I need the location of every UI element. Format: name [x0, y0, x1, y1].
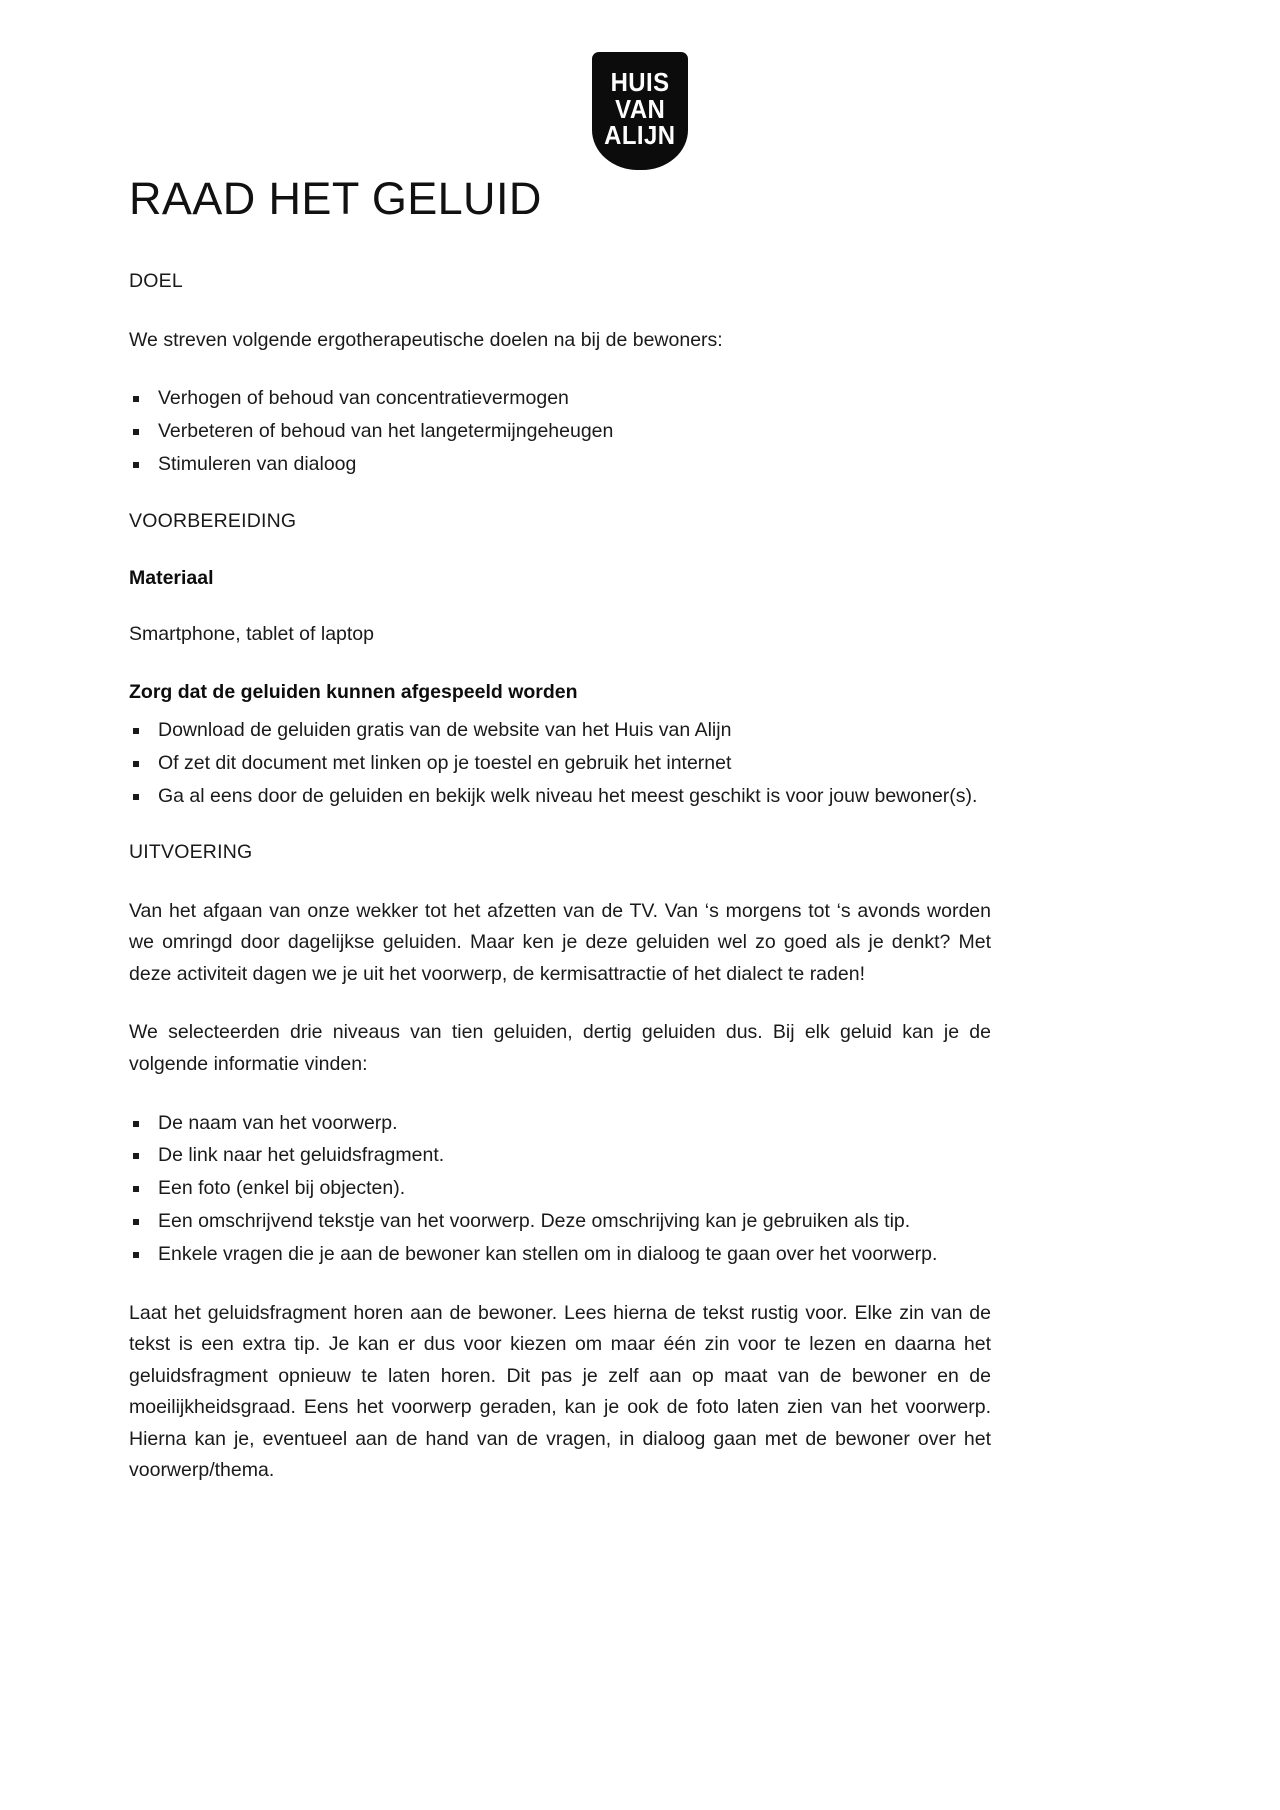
uitvoering-paragraph-1: Van het afgaan van onze wekker tot het afzetten van de TV. Van ‘s morgens tot ‘s avonds worden we omringd door dagelijkse geluiden. Maar ken je deze geluiden wel zo goed als je denkt? Met deze activiteit dagen we je uit het voorwerp, de kermisattractie of het dialect te raden!	[129, 899, 991, 985]
list-item: De link naar het geluidsfragment.	[129, 1140, 991, 1171]
list-item: Stimuleren van dialoog	[129, 449, 991, 480]
list-item: Een omschrijvend tekstje van het voorwerp. Deze omschrijving kan je gebruiken als tip.	[129, 1206, 991, 1237]
list-item: Verhogen of behoud van concentratievermogen	[129, 383, 991, 414]
section-heading-doel: DOEL	[129, 270, 183, 293]
section-heading-uitvoering: UITVOERING	[129, 841, 253, 864]
huis-van-alijn-shield-logo	[592, 52, 688, 170]
page-title: RAAD HET GELUID	[129, 173, 542, 224]
subheading-materiaal: Materiaal	[129, 566, 214, 589]
subheading-zorg-geluiden: Zorg dat de geluiden kunnen afgespeeld worden	[129, 680, 578, 703]
logo-line-1: HUIS	[610, 67, 670, 98]
doel-intro-paragraph: We streven volgende ergotherapeutische doelen na bij de bewoners:	[129, 328, 723, 351]
uitvoering-paragraph-2: We selecteerden drie niveaus van tien geluiden, dertig geluiden dus. Bij elk geluid kan je de volgende informatie vinden:	[129, 1021, 991, 1075]
uitvoering-paragraph-3: Laat het geluidsfragment horen aan de bewoner. Lees hierna de tekst rustig voor. Elke zin van de tekst is een extra tip. Je kan er dus voor kiezen om maar één zin voor te lezen en daarna het geluidsfragment opnieuw te laten horen. Dit pas je zelf aan op maat van de bewoner en de moeilijkheidsgraad. Eens het voorwerp geraden, kan je ook de foto laten zien van het voorwerp. Hierna kan je, eventueel aan de hand van de vragen, in dialoog gaan met de bewoner over het voorwerp/thema.	[129, 1301, 991, 1482]
list-item: Of zet dit document met linken op je toestel en gebruik het internet	[129, 748, 991, 779]
voorbereiding-bullet-list	[129, 715, 991, 811]
section-heading-voorbereiding: VOORBEREIDING	[129, 509, 297, 532]
document-body	[129, 175, 991, 1487]
list-item: Een foto (enkel bij objecten).	[129, 1173, 991, 1204]
list-item: Enkele vragen die je aan de bewoner kan stellen om in dialoog te gaan over het voorwerp.	[129, 1239, 991, 1270]
uitvoering-info-bullet-list	[129, 1108, 991, 1270]
list-item: De naam van het voorwerp.	[129, 1108, 991, 1139]
list-item: Verbeteren of behoud van het langetermijngeheugen	[129, 416, 991, 447]
doel-bullet-list	[129, 383, 991, 479]
logo-line-3: ALIJN	[604, 120, 676, 151]
logo-line-2: VAN	[614, 93, 666, 124]
logo-container	[0, 52, 1280, 170]
materiaal-text: Smartphone, tablet of laptop	[129, 623, 374, 646]
list-item: Ga al eens door de geluiden en bekijk welk niveau het meest geschikt is voor jouw bewoner(s).	[129, 781, 991, 812]
list-item: Download de geluiden gratis van de website van het Huis van Alijn	[129, 715, 991, 746]
